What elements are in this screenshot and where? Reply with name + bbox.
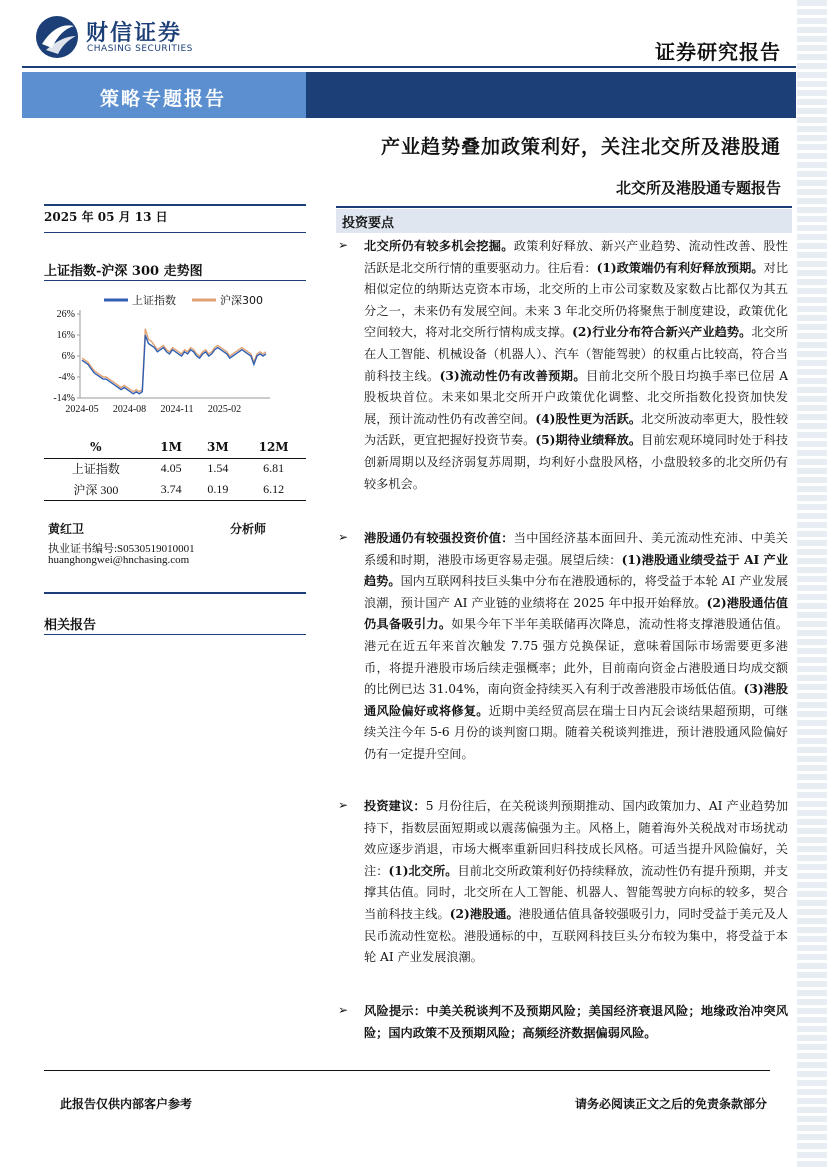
table-header-cell: % bbox=[90, 439, 102, 454]
legend-label: 上证指数 bbox=[132, 294, 176, 307]
analyst-cert: 执业证书编号:S0530519010001 bbox=[48, 543, 195, 555]
key-point-body: 近期中美经贸高层在瑞士日内瓦会谈结果超预期，可继续关注今年 5-6 月份的谈判窗口期。随着关税谈判推进，预计港股通风险偏好仍有一定提升空间。 bbox=[364, 703, 789, 761]
section-divider bbox=[336, 206, 792, 208]
key-point-body: 如果今年下半年美联储再次降息，流动性将支撑港股通估值。港元在近五年来首次触发 7.75 强方兑换保证，意味着国际市场需要更多港币，将提升港股市场后续走强概率；此外，目前南向资金占港股通日均成交额的比例已达 31.04%，南向资金持续买入有利于改善港股市场低估值。 bbox=[364, 617, 789, 697]
key-point-emphasis: (1)北交所。 bbox=[388, 863, 458, 878]
banner-label: 策略专题报告 bbox=[100, 88, 227, 110]
table-header-cell: 1M bbox=[160, 439, 182, 454]
y-tick-label: 6% bbox=[61, 351, 75, 362]
key-point-body: 对比相似定位的纳斯达克资本市场，北交所的上市公司家数及家数占比都仅为其五分之一，未来仍有发展空间。未来 3 年北交所仍将聚焦于制度建设，政策优化空间较大，将对北交所行情构成支撑。 bbox=[364, 260, 789, 340]
table-cell: 6.81 bbox=[263, 461, 285, 476]
key-point-emphasis: (3)港股通风险偏好或将修复。 bbox=[364, 682, 788, 718]
footer-disclaimer: 请务必阅读正文之后的免责条款部分 bbox=[574, 1097, 767, 1111]
key-point-body: 北交所在人工智能、机械设备（机器人）、汽车（智能驾驶）的权重占比较高，符合当前科技主线。 bbox=[364, 325, 789, 383]
report-type: 证券研究报告 bbox=[655, 40, 781, 64]
analyst-email[interactable]: huanghongwei@hnchasing.com bbox=[48, 554, 190, 566]
bullet-arrow-icon: ➢ bbox=[338, 238, 349, 252]
key-point-body: 5 月份往后，在关税谈判预期推动、国内政策加力、AI 产业趋势加持下，指数层面短期或以震荡偏强为主。风格上，随着海外关税战对市场扰动效应逐步消退，市场大概率重新回归科技成长风格。可适当提升风险偏好，关注： bbox=[364, 799, 789, 878]
footer-divider bbox=[44, 1070, 770, 1071]
key-point-text bbox=[364, 236, 788, 495]
key-point-emphasis: (1)政策端仍有利好释放预期。 bbox=[596, 260, 764, 275]
key-point-emphasis: 北交所仍有较多机会挖掘。 bbox=[364, 239, 514, 253]
x-tick-label: 2024-11 bbox=[160, 404, 194, 415]
key-point-body: 目前北交所政策利好仍持续释放，流动性仍有提升预期，并支撑其估值。同时，北交所在人工智能、机器人、智能驾驶方向标的较多，契合当前科技主线。 bbox=[364, 863, 789, 921]
sidebar-divider bbox=[44, 634, 306, 635]
key-point-emphasis: (2)港股通估值仍具备吸引力。 bbox=[364, 595, 788, 632]
key-point-emphasis: (4)股性更为活跃。 bbox=[535, 411, 642, 426]
key-point-body: 政策利好释放、新兴产业趋势、流动性改善、股性活跃是北交所行情的重要驱动力。往后看： bbox=[364, 239, 788, 275]
banner-tab bbox=[22, 72, 306, 118]
key-point-emphasis: (3)流动性仍有改善预期。 bbox=[439, 368, 586, 383]
key-point-emphasis: (5)期待业绩释放。 bbox=[535, 433, 642, 448]
key-point-body: 港股通估值具备较强吸引力，同时受益于美元及人民币流动性宽松。港股通标的中，互联网科技巨头分布较为集中，将受益于本轮 AI 产业发展浪潮。 bbox=[364, 906, 789, 965]
key-point-emphasis: 港股通仍有较强投资价值： bbox=[364, 531, 514, 545]
sidebar-divider bbox=[44, 592, 306, 594]
table-cell: 6.12 bbox=[263, 481, 285, 496]
table-row bbox=[44, 458, 306, 479]
table-header-cell: 12M bbox=[258, 439, 289, 454]
table-header-cell: 3M bbox=[207, 439, 229, 454]
bullet-arrow-icon: ➢ bbox=[338, 798, 349, 812]
sidebar-divider bbox=[44, 280, 306, 281]
table-cell: 0.19 bbox=[207, 481, 229, 496]
category-banner bbox=[22, 72, 796, 118]
table-cell: 3.74 bbox=[160, 481, 182, 496]
company-logo bbox=[34, 14, 254, 60]
key-point-emphasis: (1)港股通业绩受益于 AI 产业趋势。 bbox=[364, 552, 789, 589]
y-tick-label: -14% bbox=[53, 393, 75, 404]
sidebar-divider bbox=[44, 232, 306, 233]
y-tick-label: 16% bbox=[56, 330, 75, 341]
brand-name-en: CHASING SECURITIES bbox=[87, 44, 193, 54]
key-point-body: 北交所波动率更大，股性较为活跃，更宜把握好投资节奏。 bbox=[364, 411, 789, 448]
table-cell: 1.54 bbox=[207, 461, 229, 476]
legend-label: 沪深300 bbox=[220, 294, 263, 307]
series-line bbox=[82, 335, 266, 394]
key-point-emphasis: 风险提示：中美关税谈判不及预期风险；美国经济衰退风险；地缘政治冲突风险；国内政策不及预期风险；高频经济数据偏弱风险。 bbox=[364, 1004, 788, 1040]
brand-name: 财信证券 bbox=[86, 21, 183, 46]
report-subtitle: 北交所及港股通专题报告 bbox=[615, 179, 781, 197]
footer-note: 此报告仅供内部客户参考 bbox=[60, 1097, 193, 1111]
key-point-emphasis: 投资建议： bbox=[364, 799, 426, 813]
key-point-text bbox=[364, 1001, 788, 1044]
key-point-emphasis: (2)港股通。 bbox=[449, 906, 519, 921]
key-point-body: 当中国经济基本面回升、美元流动性充沛、中美关系缓和时期，港股市场更容易走强。展望后续： bbox=[364, 531, 788, 567]
key-point-body: 目前宏观环境同时处于科技创新周期以及经济弱复苏周期，均利好小盘股风格，小盘股较多的北交所仍有较多机会。 bbox=[364, 433, 789, 491]
x-tick-label: 2024-08 bbox=[112, 404, 147, 415]
related-reports-title: 相关报告 bbox=[44, 618, 97, 633]
y-tick-label: -4% bbox=[58, 372, 75, 383]
key-points-title: 投资要点 bbox=[342, 216, 395, 231]
key-point-text bbox=[364, 528, 788, 766]
key-point-text bbox=[364, 796, 788, 969]
report-date: 2025 年 05 月 13 日 bbox=[44, 210, 168, 224]
performance-table bbox=[44, 436, 306, 501]
key-point-body: 目前北交所个股日均换手率已位居 A 股板块首位。未来如果北交所开户政策优化调整、北交所指数化投资加快发展，预计流动性仍有改善空间。 bbox=[364, 368, 788, 426]
key-point-body: 国内互联网科技巨头集中分布在港股通标的，将受益于本轮 AI 产业发展浪潮，预计国产 AI 产业链的业绩将在 2025 年中报开始释放。 bbox=[364, 574, 788, 610]
analyst-role: 分析师 bbox=[230, 522, 267, 536]
table-header-row bbox=[44, 436, 306, 458]
bullet-arrow-icon: ➢ bbox=[338, 530, 349, 544]
bullet-arrow-icon: ➢ bbox=[338, 1003, 349, 1017]
key-points-header bbox=[336, 209, 792, 233]
x-tick-label: 2025-02 bbox=[207, 404, 242, 415]
index-trend-chart bbox=[44, 288, 306, 418]
decorative-side-stripe bbox=[797, 0, 827, 1169]
table-cell: 上证指数 bbox=[71, 462, 120, 477]
analyst-name: 黄红卫 bbox=[48, 522, 85, 536]
key-point-emphasis: (2)行业分布符合新兴产业趋势。 bbox=[572, 325, 752, 340]
table-cell: 沪深 300 bbox=[73, 482, 119, 497]
table-cell: 4.05 bbox=[160, 461, 182, 476]
header-divider bbox=[22, 66, 796, 68]
table-row bbox=[44, 479, 306, 500]
chart-section-title: 上证指数-沪深 300 走势图 bbox=[44, 264, 203, 279]
report-title: 产业趋势叠加政策利好，关注北交所及港股通 bbox=[380, 136, 781, 158]
trend-chart-svg bbox=[44, 288, 306, 418]
y-tick-label: 26% bbox=[56, 309, 75, 320]
sidebar-divider bbox=[44, 204, 306, 206]
x-tick-label: 2024-05 bbox=[65, 404, 99, 415]
logo-mark-icon bbox=[34, 14, 80, 60]
